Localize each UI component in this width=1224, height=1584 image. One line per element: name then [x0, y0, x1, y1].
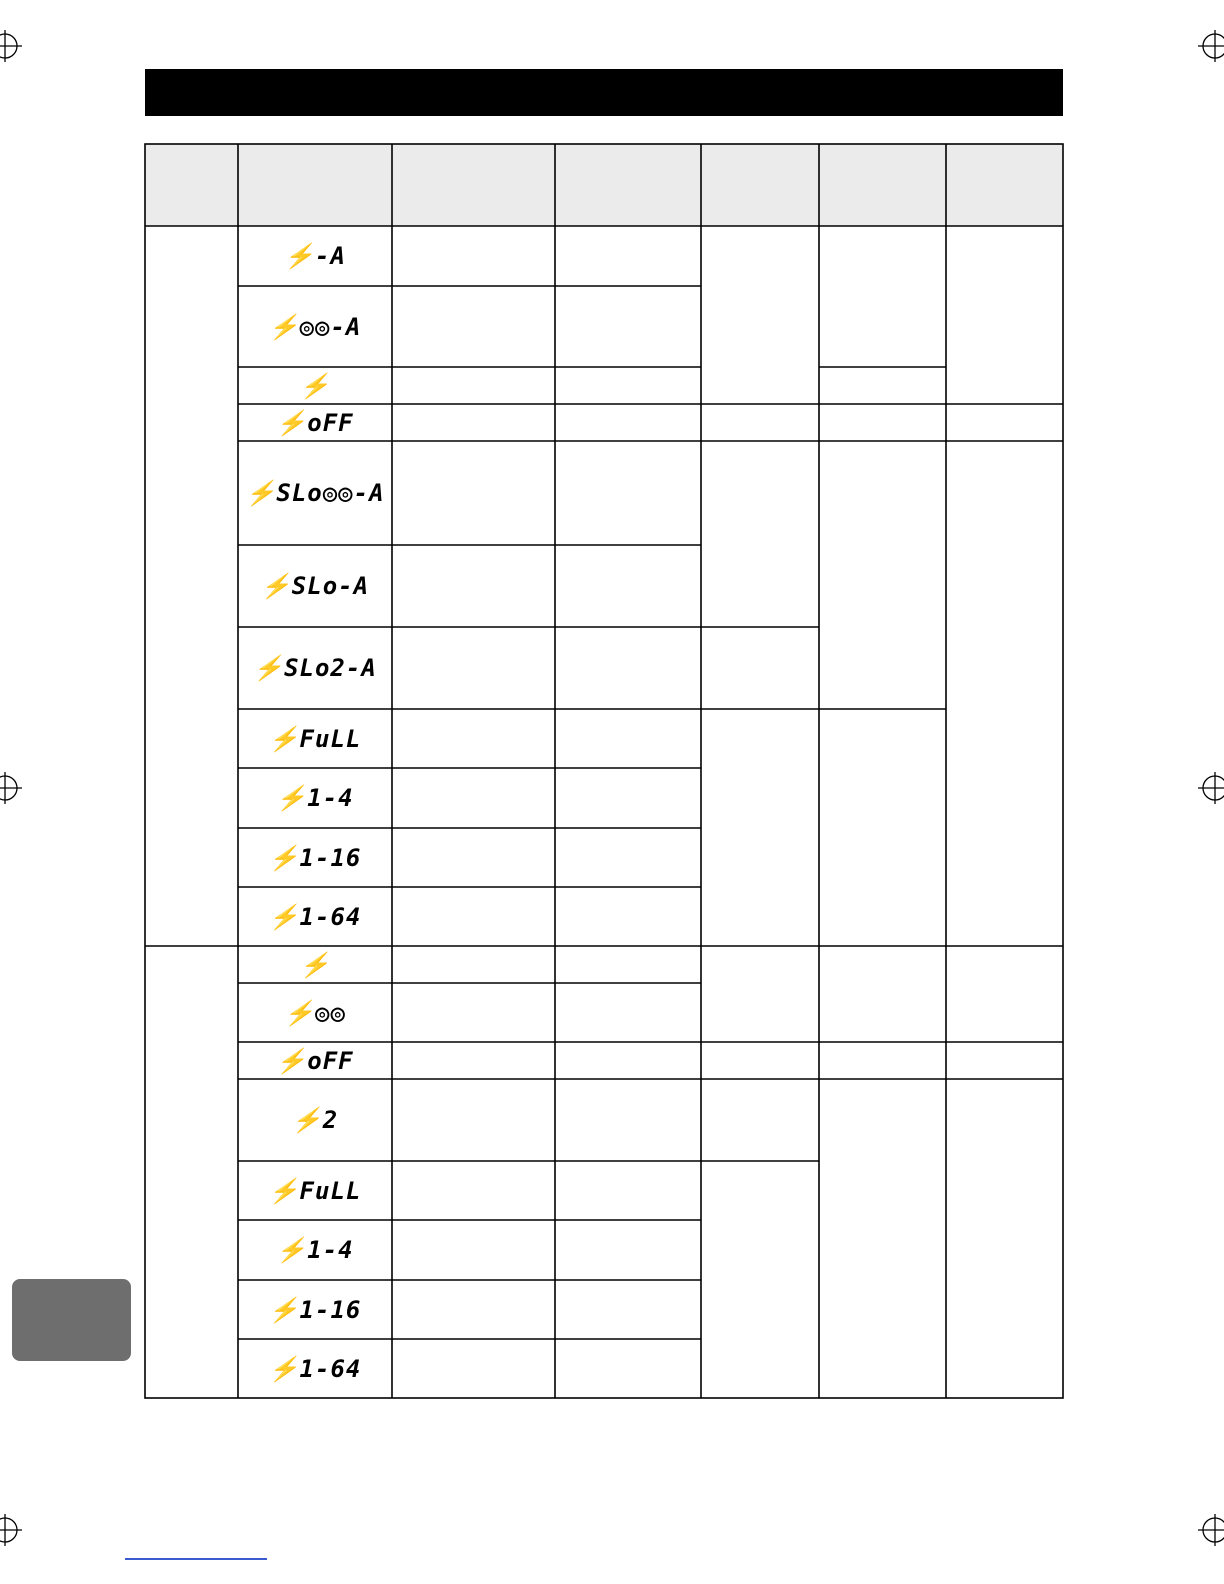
- flash-mode-indicator: ⚡FuLL: [268, 1176, 362, 1205]
- table-header-row: [145, 144, 1063, 226]
- flash-mode-indicator: ⚡oFF: [276, 1046, 354, 1075]
- footer-rule: [125, 1558, 267, 1560]
- table-row: [240, 1340, 390, 1397]
- table-row: [240, 1080, 390, 1160]
- flash-mode-indicator: ⚡◎◎-A: [268, 312, 362, 341]
- table-row: [240, 442, 390, 544]
- flash-mode-indicator: ⚡1-16: [268, 1295, 362, 1324]
- chapter-side-tab: [12, 1279, 131, 1361]
- table-row: [240, 1281, 390, 1338]
- flash-mode-indicator: ⚡1-4: [276, 784, 354, 812]
- flash-mode-indicator: ⚡2: [291, 1106, 339, 1134]
- flash-mode-indicator: ⚡◎◎: [284, 998, 346, 1027]
- flash-mode-indicator: ⚡1-64: [268, 1354, 362, 1383]
- table-row: [240, 769, 390, 827]
- flash-mode-indicator: ⚡FuLL: [268, 724, 362, 753]
- flash-mode-indicator: ⚡: [299, 371, 331, 400]
- flash-mode-indicator: ⚡1-4: [276, 1236, 354, 1264]
- flash-mode-indicator: ⚡SLo2-A: [253, 654, 377, 682]
- flash-mode-indicator: ⚡: [299, 950, 331, 979]
- flash-mode-indicator: ⚡oFF: [276, 408, 354, 437]
- table-row: [240, 287, 390, 366]
- flash-mode-indicator: ⚡1-64: [268, 902, 362, 931]
- table-row: [240, 1221, 390, 1279]
- table-row: [240, 947, 390, 982]
- table-row: [240, 710, 390, 767]
- table-row: [240, 1043, 390, 1078]
- flash-mode-indicator: ⚡SLo◎◎-A: [245, 479, 385, 507]
- flash-mode-indicator: ⚡1-16: [268, 843, 362, 872]
- table-row: [240, 546, 390, 626]
- table-row: [240, 368, 390, 403]
- table-row: [240, 1162, 390, 1219]
- table-row: [240, 829, 390, 886]
- table-row: [240, 227, 390, 285]
- table-row: [240, 888, 390, 945]
- table-row: [240, 628, 390, 708]
- table-row: [240, 984, 390, 1041]
- table-row: [240, 405, 390, 440]
- flash-mode-indicator: ⚡-A: [284, 242, 346, 270]
- flash-mode-indicator: ⚡SLo-A: [260, 572, 370, 600]
